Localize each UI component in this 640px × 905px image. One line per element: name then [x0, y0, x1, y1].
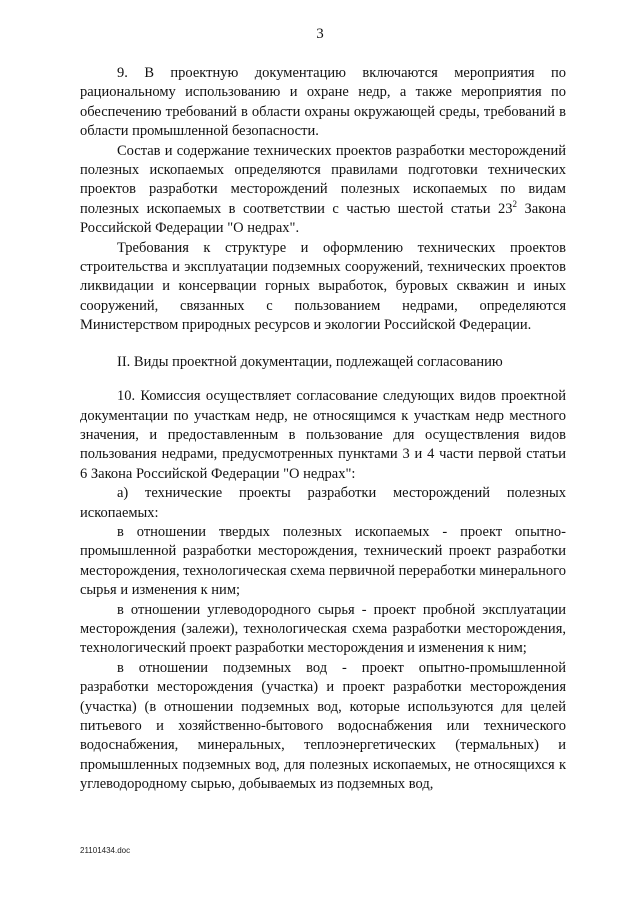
paragraph-text-end: Закона Российской Федерации "О недрах". [80, 200, 566, 237]
article-superscript: 2 [512, 199, 518, 210]
document-body [80, 64, 566, 795]
paragraph-item-10: 10. Комиссия осуществляет согласование следующих видов проектной документации по участкам недр, не относящимся к участкам недр местного значения, и предоставленным в пользование для осуществления видов пользования недрами, предусмотренных пунктами 3 и 4 части первой статьи 6 Закона Российской Федерации "О недрах": [80, 388, 566, 482]
paragraph-groundwater: в отношении подземных вод - проект опытно-промышленной разработки месторождения (участка) и проект разработки месторождения (участка) (в отношении подземных вод, которые используются для целей питьевого и хозяйственно-бытового водоснабжения или технического водоснабжения, минеральных, теплоэнергетических (термальных) и промышленных подземных вод, для полезных ископаемых, не относящихся к углеводородному сырью, добываемых из подземных вод, [80, 659, 566, 793]
page-number: 3 [316, 26, 324, 42]
paragraph-text: Состав и содержание технических проектов разработки месторождений полезных ископаемых определяются правилами подготовки технических проектов разработки месторождений полезных ископаемых по видам полезных ископаемых в соответствии с частью шестой статьи 23 [80, 142, 566, 217]
paragraph-solid-minerals: в отношении твердых полезных ископаемых - проект опытно-промышленной разработки месторождения, технический проект разработки месторождения, технологическая схема первичной переработки минерального сырья и изменения к ним; [80, 523, 566, 599]
section-heading: II. Виды проектной документации, подлежащей согласованию [117, 353, 503, 370]
paragraph-project-content [80, 142, 566, 239]
paragraph-structure-requirements: Требования к структуре и оформлению технических проектов строительства и эксплуатации подземных сооружений, технических проектов ликвидации и консервации горных выработок, буровых скважин и иных сооружений, связанных с пользованием недрами, определяются Министерством природных ресурсов и экологии Российской Федерации. [80, 239, 566, 334]
paragraph-subitem-a: а) технические проекты разработки месторождений полезных ископаемых: [80, 485, 566, 521]
footer-file-name: 21101434.doc [80, 846, 131, 855]
paragraph-hydrocarbons: в отношении углеводородного сырья - проект пробной эксплуатации месторождения (залежи), технологическая схема разработки месторождения, технологический проект разработки месторождения и изменения к ним; [80, 601, 566, 657]
paragraph-item-9: 9. В проектную документацию включаются мероприятия по рациональному использованию и охране недр, а также мероприятия по обеспечению требований в области охраны окружающей среды, требований в области промышленной безопасности. [80, 65, 566, 140]
